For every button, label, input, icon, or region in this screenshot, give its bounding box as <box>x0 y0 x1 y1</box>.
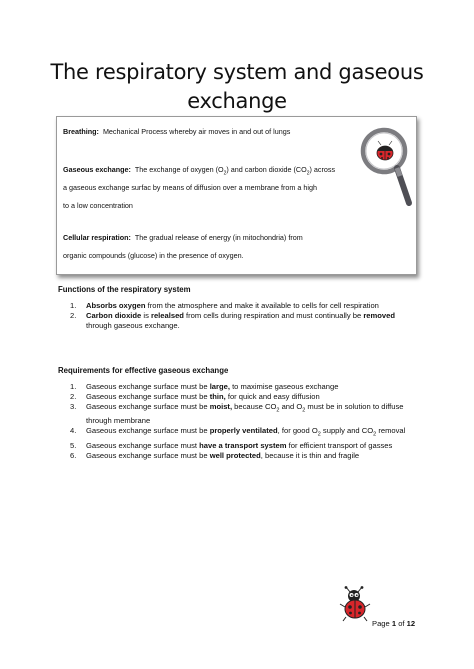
list-item-text: Gaseous exchange surface must be <box>86 382 210 391</box>
list-item-text: to maximise gaseous exchange <box>229 382 339 391</box>
requirements-heading: Requirements for effective gaseous exchange <box>58 366 229 375</box>
subscript-2: 2 <box>223 170 227 177</box>
list-item-text: for efficient transport of gasses <box>286 441 393 450</box>
subscript-2: 2 <box>373 431 377 438</box>
cellular-respiration-definition-line2: organic compounds (glucose) in the presence of oxygen. <box>63 251 244 260</box>
page-of-word: of <box>396 619 407 628</box>
list-item-text: supply and CO <box>320 426 374 436</box>
list-item <box>58 301 418 311</box>
list-item-text: Gaseous exchange surface must be <box>86 451 210 461</box>
list-item-bold: thin, <box>209 392 226 402</box>
functions-list <box>58 301 418 331</box>
gas-text-b: ) and carbon dioxide (CO <box>226 165 307 174</box>
subscript-2: 2 <box>306 170 310 177</box>
subscript-2: 2 <box>317 431 321 438</box>
list-item-bold: large, <box>209 382 230 391</box>
list-item-text: for quick and easy diffusion <box>225 392 320 402</box>
list-item-text: through gaseous exchange. <box>86 320 180 330</box>
list-item-text: from the atmosphere and make it available to cells for cell respiration <box>145 301 379 310</box>
list-item-bold: relealsed <box>151 311 184 321</box>
cell-text1: The gradual release of energy (in mitochondria) from <box>134 233 303 242</box>
ladybug-mascot-icon <box>338 586 372 622</box>
list-item-number: 5. <box>70 441 77 450</box>
breathing-definition <box>63 127 290 137</box>
page-word: Page <box>372 619 392 628</box>
list-item <box>58 402 418 426</box>
gas-text-c: ) across <box>309 165 336 174</box>
page-title-line2: exchange <box>187 89 287 113</box>
list-item-number: 1. <box>70 301 77 310</box>
list-item-text: Gaseous exchange surface must be <box>86 392 210 402</box>
list-item <box>58 426 418 440</box>
breathing-text: Mechanical Process whereby air moves in and out of lungs <box>102 127 291 136</box>
cellular-respiration-term: Cellular respiration: <box>63 233 131 242</box>
subscript-2: 2 <box>276 407 280 414</box>
list-item-text: , because it is thin and fragile <box>260 451 360 461</box>
list-item-text: must be in solution to diffuse through membrane <box>86 402 404 426</box>
page-current: 1 <box>391 619 397 628</box>
cellular-respiration-definition-line1 <box>63 233 303 243</box>
list-item-bold: Carbon dioxide <box>86 311 142 321</box>
page-title-line1: The respiratory system and gaseous <box>50 60 424 84</box>
list-item-text: and O <box>279 402 303 412</box>
requirements-list <box>58 382 418 461</box>
list-item-number: 4. <box>70 426 77 436</box>
list-item-number: 1. <box>70 382 77 391</box>
list-item-bold: well protected <box>209 451 261 461</box>
gaseous-exchange-definition-line2: a gaseous exchange surfac by means of diffusion over a membrane from a high <box>63 183 317 192</box>
list-item-bold: properly ventilated <box>209 426 278 436</box>
subscript-2: 2 <box>302 407 306 414</box>
list-item-text: Gaseous exchange surface must be <box>86 426 210 436</box>
list-item-number: 2. <box>70 392 77 402</box>
functions-heading: Functions of the respiratory system <box>58 285 191 294</box>
list-item-text: is <box>141 311 151 321</box>
page-number <box>372 619 415 628</box>
list-item <box>58 441 418 451</box>
page-title <box>40 58 434 116</box>
list-item <box>58 311 418 330</box>
list-item <box>58 382 418 392</box>
list-item-text: Gaseous exchange surface must <box>86 441 200 450</box>
gaseous-exchange-definition-line1 <box>63 165 335 178</box>
gas-text-a: The exchange of oxygen (O <box>134 165 224 174</box>
page-total: 12 <box>406 619 416 628</box>
list-item-bold: have a transport system <box>199 441 287 450</box>
list-item <box>58 451 418 461</box>
list-item-number: 6. <box>70 451 77 461</box>
list-item-number: 2. <box>70 311 77 321</box>
list-item-number: 3. <box>70 402 77 412</box>
list-item-bold: removed <box>363 311 395 321</box>
list-item-bold: moist, <box>209 402 233 412</box>
list-item-text: removal <box>376 426 406 436</box>
list-item-text: from cells during respiration and must continually be <box>183 311 364 321</box>
definitions-box <box>56 116 417 275</box>
list-item-bold: Absorbs oxygen <box>86 301 146 310</box>
gaseous-exchange-definition-line3: to a low concentration <box>63 201 133 210</box>
list-item-text: because CO <box>232 402 277 412</box>
list-item <box>58 392 418 402</box>
breathing-term: Breathing: <box>63 127 99 136</box>
magnifying-glass-ladybug-icon <box>360 127 414 209</box>
gaseous-exchange-term: Gaseous exchange: <box>63 165 131 174</box>
list-item-text: Gaseous exchange surface must be <box>86 402 210 412</box>
list-item-text: , for good O <box>277 426 318 436</box>
